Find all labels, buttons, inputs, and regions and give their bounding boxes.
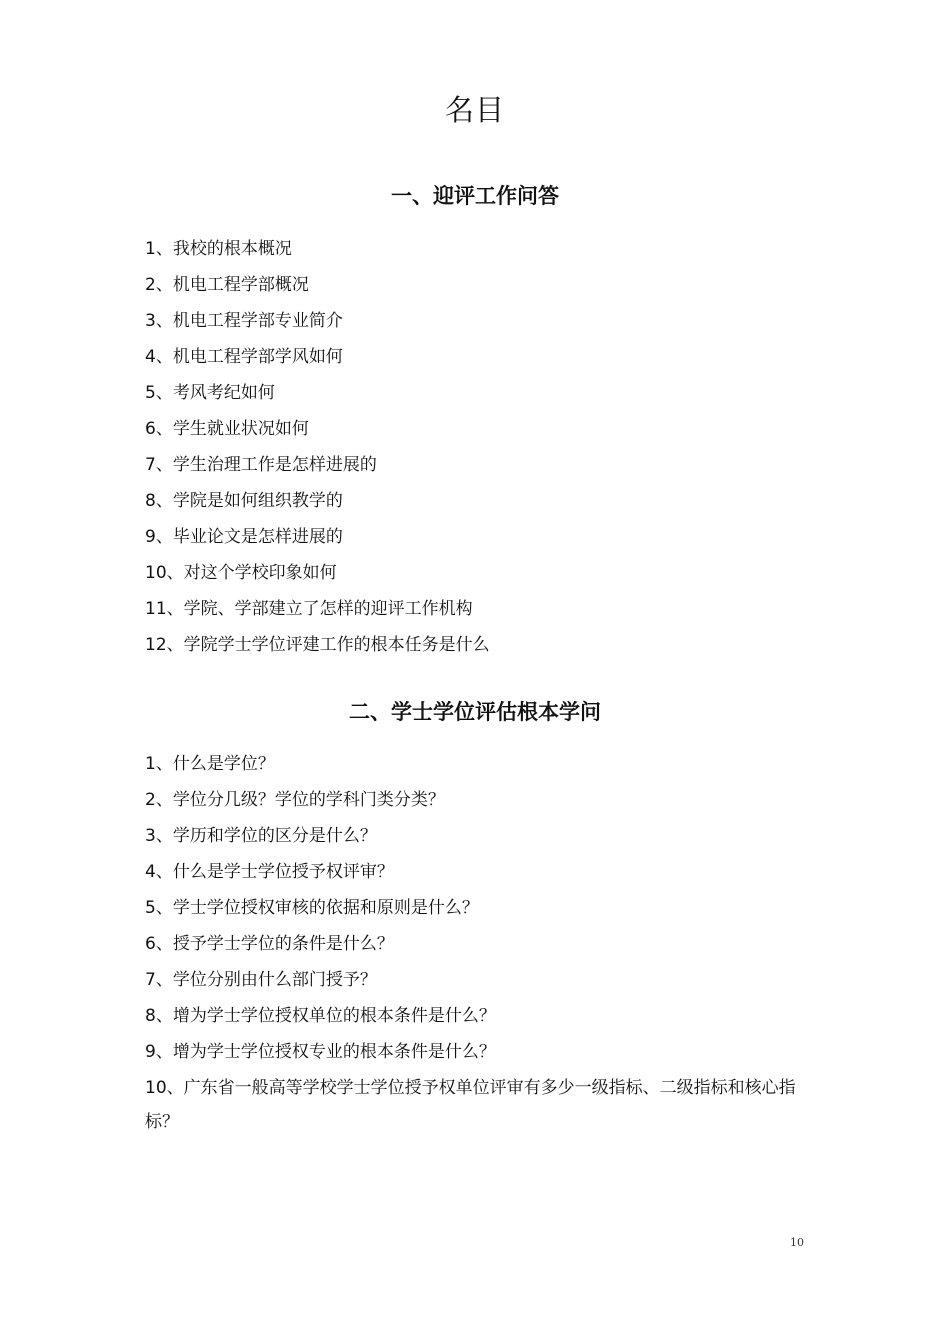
- toc-item: 9、增为学士学位授权专业的根本条件是什么？: [145, 1042, 496, 1062]
- toc-item: 6、学生就业状况如何: [145, 419, 309, 439]
- section-heading-1: 一、迎评工作问答: [391, 184, 559, 208]
- toc-list-section-2: [145, 752, 805, 1139]
- toc-item: 8、学院是如何组织教学的: [145, 491, 343, 511]
- toc-item: 8、增为学士学位授权单位的根本条件是什么？: [145, 1006, 496, 1026]
- toc-item: 3、机电工程学部专业简介: [145, 311, 343, 331]
- toc-item: 4、什么是学士学位授予权评审？: [145, 862, 394, 882]
- toc-item: 3、学历和学位的区分是什么？: [145, 826, 377, 846]
- toc-item: 2、学位分几级？学位的学科门类分类？: [145, 790, 445, 810]
- toc-item: 6、授予学士学位的条件是什么？: [145, 934, 394, 954]
- toc-item: 5、考风考纪如何: [145, 383, 275, 403]
- toc-item: 11、学院、学部建立了怎样的迎评工作机构: [145, 599, 473, 619]
- toc-item: 1、我校的根本概况: [145, 239, 292, 259]
- toc-item: 10、广东省一般高等学校学士学位授予权单位评审有多少一级指标、二级指标和核心指标？: [145, 1078, 796, 1132]
- section-heading-2: 二、学士学位评估根本学问: [349, 700, 601, 724]
- toc-item: 10、对这个学校印象如何: [145, 563, 337, 583]
- page-number: 10: [790, 1236, 804, 1249]
- toc-item: 1、什么是学位？: [145, 754, 275, 774]
- toc-item: 5、学士学位授权审核的依据和原则是什么？: [145, 898, 479, 918]
- toc-list-section-1: [145, 237, 805, 669]
- toc-item: 9、毕业论文是怎样进展的: [145, 527, 343, 547]
- page-title: 名目: [444, 93, 505, 127]
- toc-item: 7、学生治理工作是怎样进展的: [145, 455, 377, 475]
- toc-item: 4、机电工程学部学风如何: [145, 347, 343, 367]
- toc-item: 12、学院学士学位评建工作的根本任务是什么: [145, 635, 490, 655]
- toc-item: 2、机电工程学部概况: [145, 275, 309, 295]
- toc-item: 7、学位分别由什么部门授予？: [145, 970, 377, 990]
